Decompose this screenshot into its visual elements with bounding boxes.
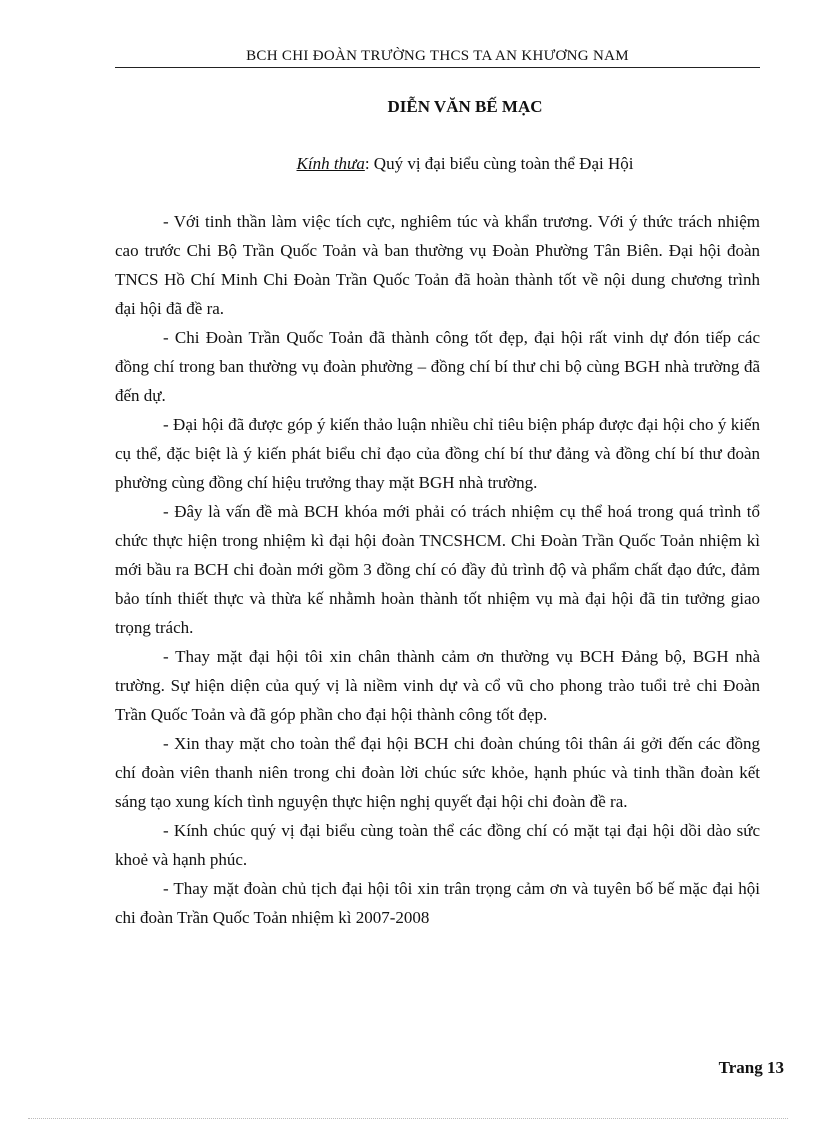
salutation <box>115 154 815 174</box>
header-divider <box>115 67 760 68</box>
paragraph: - Chi Đoàn Trần Quốc Toản đã thành công tốt đẹp, đại hội rất vinh dự đón tiếp các đồng chí trong ban thường vụ đoàn phường – đồng chí bí thư chi bộ cùng BGH nhà trường đã đến dự. <box>115 328 760 405</box>
paragraph: - Với tinh thần làm việc tích cực, nghiêm túc và khẩn trương. Với ý thức trách nhiệm cao trước Chi Bộ Trần Quốc Toản và ban thường vụ Đoàn Phường Tân Biên. Đại hội đoàn TNCS Hồ Chí Minh Chi Đoàn Trần Quốc Toản đã hoàn thành tốt về nội dung chương trình đại hội đã đề ra. <box>115 212 760 318</box>
paragraph: - Đây là vấn đề mà BCH khóa mới phải có trách nhiệm cụ thể hoá trong quá trình tổ chức thực hiện trong nhiệm kì đại hội đoàn TNCSHCM. Chi Đoàn Trần Quốc Toản nhiệm kì mới bầu ra BCH chi đoàn mới gồm 3 đồng chí có đầy đủ trình độ và phẩm chất đạo đức, đảm bảo tính thiết thực và thừa kế nhằmh hoàn thành tốt nhiệm vụ mà đại hội đã tin tưởng giao trọng trách. <box>115 502 760 637</box>
salutation-text: : Quý vị đại biểu cùng toàn thể Đại Hội <box>364 154 634 173</box>
page-header: BCH CHI ĐOÀN TRƯỜNG THCS TA AN KHƯƠNG NAM <box>246 48 629 64</box>
speech-body <box>115 207 760 932</box>
paragraph: - Kính chúc quý vị đại biểu cùng toàn thể các đồng chí có mặt tại đại hội dồi dào sức khoẻ và hạnh phúc. <box>115 821 760 869</box>
paragraph: - Xin thay mặt cho toàn thể đại hội BCH chi đoàn chúng tôi thân ái gởi đến các đồng chí đoàn viên thanh niên trong chi đoàn lời chúc sức khỏe, hạnh phúc và tinh thần đoàn kết sáng tạo xung kích tình nguyện thực hiện nghị quyết đại hội chi đoàn đề ra. <box>115 734 760 811</box>
paragraph: - Thay mặt đại hội tôi xin chân thành cảm ơn thường vụ BCH Đảng bộ, BGH nhà trường. Sự hiện diện của quý vị là niềm vinh dự và cổ vũ cho phong trào tuổi trẻ chi Đoàn Trần Quốc Toản và đã góp phần cho đại hội thành công tốt đẹp. <box>115 647 760 724</box>
paragraph: - Đại hội đã được góp ý kiến thảo luận nhiều chỉ tiêu biện pháp được đại hội cho ý kiến cụ thể, đặc biệt là ý kiến phát biểu chỉ đạo của đồng chí bí thư đảng và đồng chí bí thư đoàn phường cùng đồng chí hiệu trưởng thay mặt BGH nhà trường. <box>115 415 760 492</box>
page-bottom-border <box>28 1118 788 1119</box>
document-title: DIỄN VĂN BẾ MẠC <box>387 97 543 116</box>
salutation-lead: Kính thưa <box>296 154 365 173</box>
page-number: Trang 13 <box>718 1058 784 1077</box>
paragraph: - Thay mặt đoàn chủ tịch đại hội tôi xin trân trọng cảm ơn và tuyên bố bế mặc đại hội chi đoàn Trần Quốc Toản nhiệm kì 2007-2008 <box>115 879 760 927</box>
